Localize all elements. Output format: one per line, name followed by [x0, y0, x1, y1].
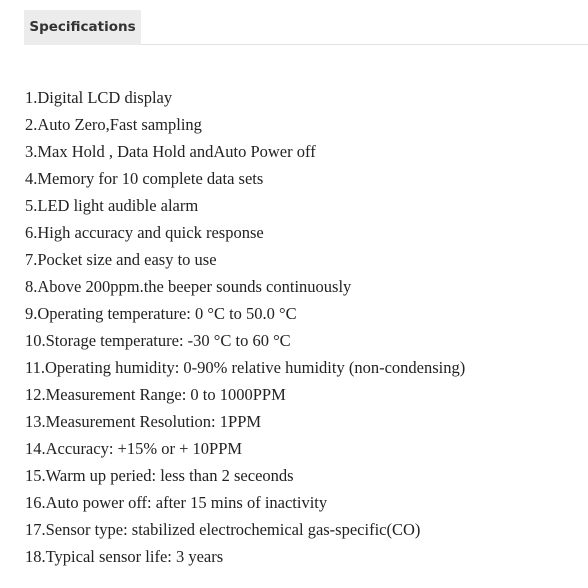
spec-item: 7.Pocket size and easy to use — [25, 250, 217, 269]
spec-item: 15.Warm up peried: less than 2 seceonds — [25, 466, 294, 485]
spec-item: 9.Operating temperature: 0 °C to 50.0 °C — [25, 304, 297, 323]
spec-item: 1.Digital LCD display — [25, 88, 173, 107]
spec-item: 3.Max Hold , Data Hold andAuto Power off — [25, 142, 316, 161]
spec-item: 17.Sensor type: stabilized electrochemical gas-specific(CO) — [25, 520, 421, 539]
spec-item: 12.Measurement Range: 0 to 1000PPM — [25, 385, 286, 404]
tab-bar — [0, 0, 588, 46]
tab-specifications-label: Specifications — [29, 19, 136, 35]
spec-item: 14.Accuracy: +15% or + 10PPM — [25, 439, 243, 458]
specifications-list — [25, 84, 465, 570]
spec-item: 11.Operating humidity: 0-90% relative humidity (non-condensing) — [25, 358, 466, 377]
spec-item: 10.Storage temperature: -30 °C to 60 °C — [25, 331, 291, 350]
spec-item: 16.Auto power off: after 15 mins of inactivity — [25, 493, 328, 512]
spec-item: 2.Auto Zero,Fast sampling — [25, 115, 202, 134]
spec-item: 13.Measurement Resolution: 1PPM — [25, 412, 262, 431]
spec-item: 4.Memory for 10 complete data sets — [25, 169, 264, 188]
spec-item: 5.LED light audible alarm — [25, 196, 199, 215]
tab-specifications[interactable] — [24, 10, 141, 45]
spec-item: 6.High accuracy and quick response — [25, 223, 264, 242]
spec-item: 8.Above 200ppm.the beeper sounds continuously — [25, 277, 352, 296]
spec-item: 18.Typical sensor life: 3 years — [25, 547, 224, 566]
